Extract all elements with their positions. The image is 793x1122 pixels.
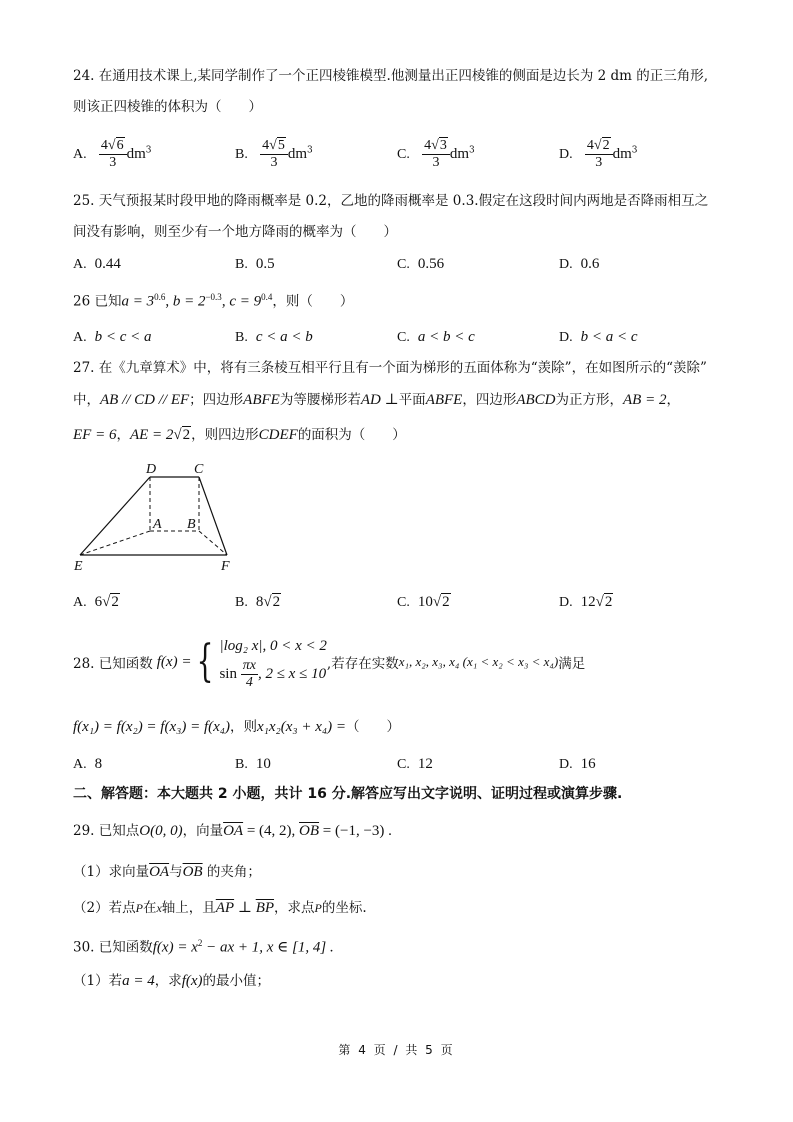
q27-stem-line3: EF = 6，AE = 2√2，则四边形CDEF的面积为（ ） [73, 427, 406, 443]
q26-option-a: A. b < c < a [73, 329, 152, 345]
q24-option-d: D. $\frac{4√2}{3}$ $dm^3$ [559, 138, 638, 170]
piecewise-brace: { [197, 636, 214, 687]
q27-solid-figure [60, 455, 260, 580]
q26-stem: 26 已知$a = 3^{0.6}$, $b = 2^{-0.3}$, $c = 9^{0.4}$，则（ ） [73, 292, 354, 310]
q27-stem-line2: 中，AB // CD // EF；四边形ABFE为等腰梯形若AD ⊥平面ABFE，四边形ABCD为正方形，AB = 2， [73, 392, 680, 408]
vertex-f-label: F [221, 559, 230, 574]
vertex-b-label: B [187, 517, 196, 532]
q27-option-d: D. 12√2 [559, 594, 613, 610]
q24-stem-line1: 24. 在通用技术课上,某同学制作了一个正四棱锥模型.他测量出正四棱锥的侧面是边长为 2 dm 的正三角形, [73, 68, 709, 84]
q25-stem-line2: 间没有影响，则至少有一个地方降雨的概率为（ ） [73, 224, 397, 240]
q30-part-1: （1）若a = 4，求f(x)的最小值； [73, 973, 271, 989]
q29-part-1: （1）求向量$\overline{OA}$与$\overline{OB}$ 的夹角； [73, 864, 261, 880]
q26-option-c: C. a < b < c [397, 329, 475, 345]
q28-option-b: B. 10 [235, 756, 271, 772]
vertex-d-label: D [146, 462, 157, 477]
q27-option-b: B. 8√2 [235, 594, 281, 610]
q28-stem-line2: f(x₁) = f(x₂) = f(x₃) = f(x₄)，则x₁x₂(x₃ + x₄) =（ ） [73, 719, 400, 735]
q27-option-c: C. 10√2 [397, 594, 450, 610]
q24-option-b: B. $\frac{4√5}{3}$ $dm^3$ [235, 138, 313, 170]
vertex-a-label: A [153, 517, 162, 532]
q25-option-d: D. 0.6 [559, 256, 600, 272]
q28-stem: 28. 已知函数 f(x) = { |log₂ x|, 0 < x < 2 sin $\frac{\pi x}{4}$ , 2 ≤ x ≤ 10 ,若存在实数 x₁, x₂, x₃, x₄ (x₁ < x₂ < x₃ < x₄) 满足 [73, 628, 585, 696]
q24-stem-line2: 则该正四棱锥的体积为（ ） [73, 99, 262, 115]
q24-option-c: C. $\frac{4√3}{3}$ $dm^3$ [397, 138, 475, 170]
q28-option-a: A. 8 [73, 756, 103, 772]
q29-part-2: （2）若点P在x轴上，且$\overline{AP}$ ⊥ $\overline{BP}$，求点P的坐标. [73, 900, 367, 916]
page-number-footer: 第 4 页 / 共 5 页 [338, 1043, 455, 1057]
vertex-c-label: C [194, 462, 204, 477]
q25-option-c: C. 0.56 [397, 256, 445, 272]
q27-stem-line1: 27. 在《九章算术》中，将有三条棱互相平行且有一个面为梯形的五面体称为“羡除”，在如图所示的“羡除” [73, 360, 707, 376]
q27-option-a: A. 6√2 [73, 594, 119, 610]
q26-option-d: D. b < a < c [559, 329, 638, 345]
q24-option-a: A. $\frac{4√6}{3}$ $dm^3$ [73, 138, 152, 170]
piecewise-cases: |log₂ x|, 0 < x < 2 sin $\frac{\pi x}{4}$ , 2 ≤ x ≤ 10 [219, 637, 327, 690]
q26-option-b: B. c < a < b [235, 329, 313, 345]
vertex-e-label: E [74, 559, 83, 574]
q25-option-a: A. 0.44 [73, 256, 121, 272]
q25-option-b: B. 0.5 [235, 256, 275, 272]
q28-option-c: C. 12 [397, 756, 433, 772]
section-2-heading: 二、解答题：本大题共 2 小题，共计 16 分.解答应写出文字说明、证明过程或演算步骤. [73, 786, 623, 802]
q28-option-d: D. 16 [559, 756, 596, 772]
q30-stem: 30. 已知函数$f(x) = x^2$ − ax + 1, x ∈ [1, 4] . [73, 938, 334, 956]
q29-stem: 29. 已知点O(0, 0)，向量$\overline{OA} = (4$, 2), $\overline{OB} = (-1$, −3) . [73, 823, 392, 839]
q25-stem-line1: 25. 天气预报某时段甲地的降雨概率是 0.2，乙地的降雨概率是 0.3.假定在这段时间内两地是否降雨相互之 [73, 193, 709, 209]
